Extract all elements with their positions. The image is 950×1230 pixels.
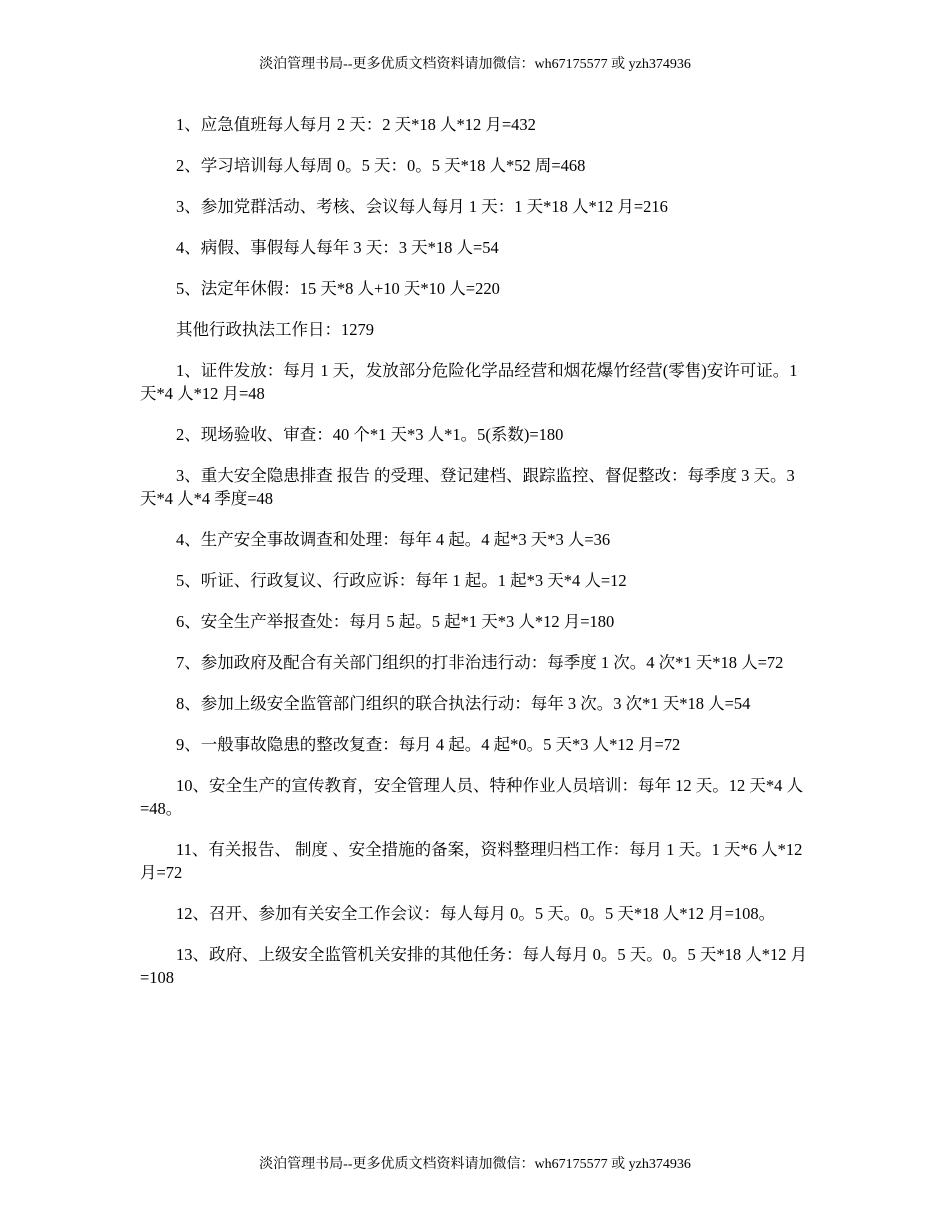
document-body (140, 113, 813, 1007)
paragraph: 2、学习培训每人每周 0。5 天：0。5 天*18 人*52 周=468 (176, 156, 586, 175)
paragraph: 13、政府、上级安全监管机关安排的其他任务：每人每月 0。5 天。0。5 天*18 人*12 月=108 (140, 945, 808, 987)
paragraph: 4、生产安全事故调查和处理：每年 4 起。4 起*3 天*3 人=36 (176, 530, 611, 549)
paragraph: 1、证件发放：每月 1 天，发放部分危险化学品经营和烟花爆竹经营(零售)安许可证。1 天*4 人*12 月=48 (140, 361, 798, 403)
paragraph: 3、重大安全隐患排查 报告 的受理、登记建档、跟踪监控、督促整改：每季度 3 天。3 天*4 人*4 季度=48 (140, 466, 795, 508)
paragraph: 5、法定年休假：15 天*8 人+10 天*10 人=220 (176, 279, 500, 298)
paragraph: 7、参加政府及配合有关部门组织的打非治违行动：每季度 1 次。4 次*1 天*18 人=72 (176, 653, 784, 672)
paragraph: 1、应急值班每人每月 2 天：2 天*18 人*12 月=432 (176, 115, 536, 134)
paragraph: 5、听证、行政复议、行政应诉：每年 1 起。1 起*3 天*4 人=12 (176, 571, 627, 590)
paragraph: 2、现场验收、审查：40 个*1 天*3 人*1。5(系数)=180 (176, 425, 564, 444)
paragraph: 12、召开、参加有关安全工作会议：每人每月 0。5 天。0。5 天*18 人*12 月=108。 (176, 904, 776, 923)
paragraph: 11、有关报告、 制度 、安全措施的备案，资料整理归档工作：每月 1 天。1 天*6 人*12 月=72 (140, 840, 803, 882)
paragraph: 3、参加党群活动、考核、会议每人每月 1 天：1 天*18 人*12 月=216 (176, 197, 668, 216)
paragraph: 10、安全生产的宣传教育，安全管理人员、特种作业人员培训：每年 12 天。12 天*4 人=48。 (140, 776, 803, 818)
page-header: 淡泊管理书局--更多优质文档资料请加微信：wh67175577 或 yzh374936 (259, 57, 691, 72)
paragraph: 4、病假、事假每人每年 3 天：3 天*18 人=54 (176, 238, 499, 257)
page-footer: 淡泊管理书局--更多优质文档资料请加微信：wh67175577 或 yzh374936 (259, 1157, 691, 1172)
paragraph: 8、参加上级安全监管部门组织的联合执法行动：每年 3 次。3 次*1 天*18 人=54 (176, 694, 751, 713)
paragraph: 9、一般事故隐患的整改复查：每月 4 起。4 起*0。5 天*3 人*12 月=72 (176, 735, 681, 754)
section-heading: 其他行政执法工作日：1279 (176, 320, 374, 339)
paragraph: 6、安全生产举报查处：每月 5 起。5 起*1 天*3 人*12 月=180 (176, 612, 615, 631)
